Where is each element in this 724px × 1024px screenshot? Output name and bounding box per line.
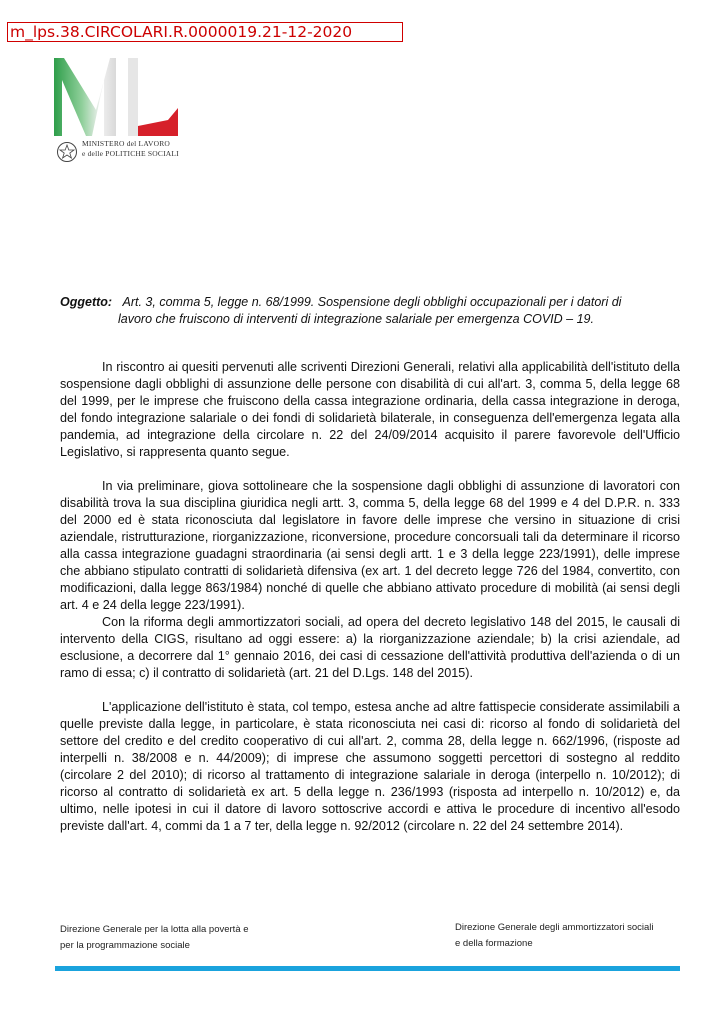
paragraph-1: In riscontro ai quesiti pervenuti alle scriventi Direzioni Generali, relativi alla applicabilità dell'istituto della sospensione dagli obblighi di assunzione delle persone con disabilità di cui all'art. 3, comma 5, della legge 68 del 1999, per le imprese che fruiscono della cassa integrazione ordinaria, della cassa integrazione in deroga, del fondo integrazione salariale o dei fondi di solidarietà bilaterale, in conseguenza dell'emergenza legata alla pandemia, ad integrazione della circolare n. 22 del 24/09/2014 acquisito il parere favorevole dell'Ufficio Legislativo, si rappresenta quanto segue. xyxy=(60,360,680,459)
ministry-line1: MINISTERO del LAVORO xyxy=(82,139,171,148)
footer-right xyxy=(455,920,654,952)
paragraph-2: In via preliminare, giova sottolineare che la sospensione dagli obblighi di assunzione di lavoratori con disabilità trova la sua disciplina giuridica negli artt. 3, comma 5, della legge 68 del 1999 e 4 del D.P.R. n. 333 del 2000 ed è stata riconosciuta dal legislatore in favore delle imprese che versino in situazione di crisi aziendale, ristrutturazione, riorganizzazione, riconversione, procedure concorsuali tali da determinare il ricorso alla cassa integrazione guadagni straordinaria (ai sensi degli artt. 1 e 3 della legge 223/1991), delle imprese che abbiano stipulato contratti di solidarietà difensiva (ex art. 1 del decreto legge 726 del 1984, convertito, con modificazioni, dalla legge 863/1984) nonché di quelle che abbiano attivato procedure di mobilità (ai sensi degli art. 4 e 24 della legge 223/1991). xyxy=(60,479,680,612)
footer-left-line2: per la programmazione sociale xyxy=(60,940,190,951)
subject-line2: lavoro che fruiscono di interventi di integrazione salariale per emergenza COVID – 19. xyxy=(118,312,594,326)
footer-left-line1: Direzione Generale per la lotta alla povertà e xyxy=(60,924,249,935)
footer-left xyxy=(60,922,249,954)
subject-line1: Art. 3, comma 5, legge n. 68/1999. Sospensione degli obblighi occupazionali per i datori di xyxy=(122,295,622,309)
paragraph-4: L'applicazione dell'istituto è stata, col tempo, estesa anche ad altre fattispecie considerate assimilabili a quelle previste dalla legge, in particolare, è stata riconosciuta nei casi di: ricorso al fondo di solidarietà del settore del credito e del credito cooperativo di cui all'art. 2, comma 28, della legge n. 662/1996, (risposte ad interpelli n. 38/2008 e n. 44/2009); di imprese che assumono soggetti percettori di sostegno al reddito (circolare 2 del 2010); di ricorso al trattamento di integrazione salariale in deroga (interpello n. 10/2012); di ricorso al contratto di solidarietà ex art. 5 della legge n. 236/1993 (risposta ad interpello n. 10/2012) e, da ultimo, nelle ipotesi in cui il datore di lavoro sottoscrive accordi e attiva le procedure di incentivo all'esodo previste dall'art. 4, commi da 1 a 7 ter, della legge n. 92/2012 (circolare n. 22 del 24 settembre 2014). xyxy=(60,700,680,833)
subject-label: Oggetto: xyxy=(60,295,113,309)
emblem-icon xyxy=(56,140,78,164)
ministry-logo xyxy=(52,58,182,138)
footer-right-line1: Direzione Generale degli ammortizzatori sociali xyxy=(455,922,654,933)
ministry-name xyxy=(82,139,179,159)
paragraph-3: Con la riforma degli ammortizzatori sociali, ad opera del decreto legislativo 148 del 2015, le causali di intervento della CIGS, risultano ad oggi essere: a) la riorganizzazione aziendale; b) la crisi aziendale, ad esclusione, a decorrere dal 1° gennaio 2016, dei casi di cessazione dell'attività produttiva dell'azienda o di un ramo di essa; c) il contratto di solidarietà (art. 21 del D.Lgs. 148 del 2015). xyxy=(60,615,680,680)
protocol-code: m_lps.38.CIRCOLARI.R.0000019.21-12-2020 xyxy=(7,22,403,42)
subject-block xyxy=(60,294,680,328)
letter-body xyxy=(60,359,680,835)
footer-divider xyxy=(55,966,680,971)
ministry-line2: e delle POLITICHE SOCIALI xyxy=(82,149,179,158)
footer-right-line2: e della formazione xyxy=(455,938,533,949)
